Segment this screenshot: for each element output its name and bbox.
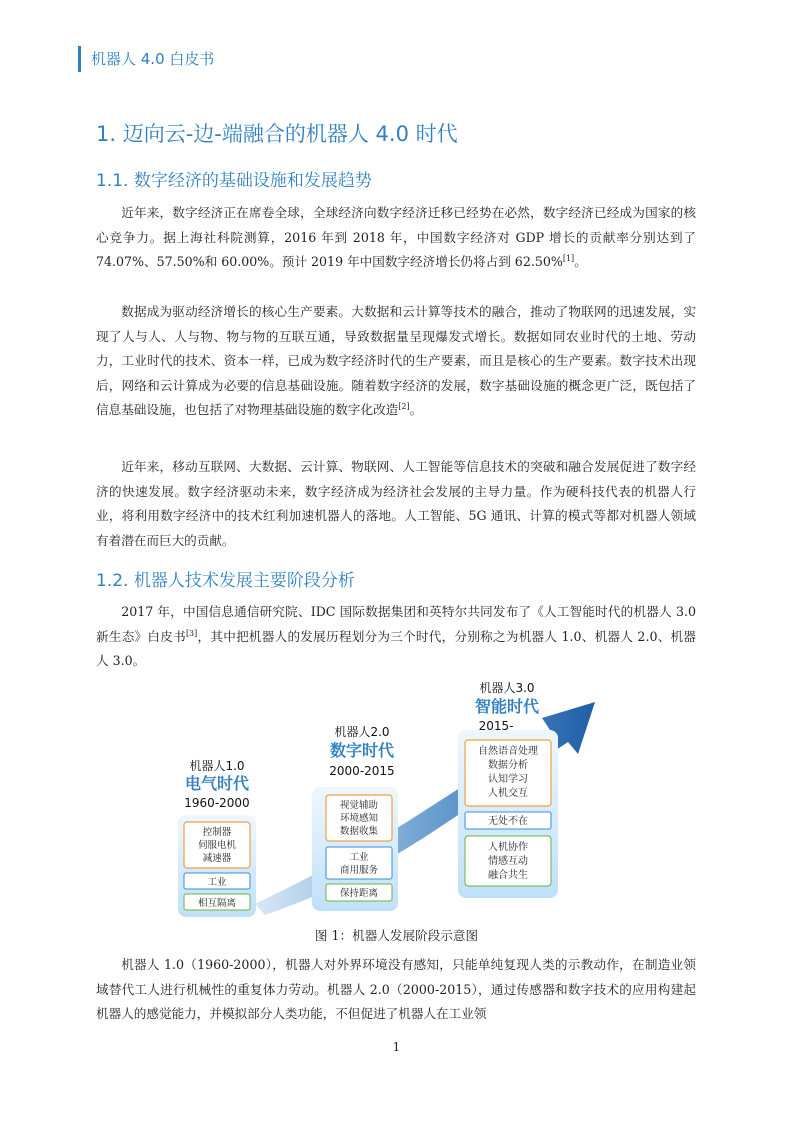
section-1-1-title: 1.1. 数字经济的基础设施和发展趋势 <box>96 171 372 191</box>
stage-3-feature-3: 认知学习 <box>488 774 528 785</box>
stage-2-domain-line-2: 商用服务 <box>339 865 379 876</box>
figure-caption: 图 1：机器人发展阶段示意图 <box>314 928 479 943</box>
stage-1-interaction: 相互隔离 <box>197 898 237 909</box>
stage-3-domain: 无处不在 <box>488 816 528 827</box>
section-1-title: 1. 迈向云-边-端融合的机器人 4.0 时代 <box>96 122 458 146</box>
paragraph-4: 2017 年，中国信息通信研究院、IDC 国际数据集团和英特尔共同发布了《人工智能时代的机器人 3.0 新生态》白皮书[3]，其中把机器人的发展历程划分为三个时代，分别称之为机器人 1.0、机器人 2.0、机器人 3.0。 <box>96 604 696 668</box>
stage-3 <box>458 680 558 898</box>
stage-3-era: 智能时代 <box>474 697 540 716</box>
stage-1-era: 电气时代 <box>184 774 250 793</box>
running-header: 机器人 4.0 白皮书 <box>78 46 214 72</box>
stage-1-domain: 工业 <box>207 877 227 888</box>
paragraph-2: 数据成为驱动经济增长的核心生产要素。大数据和云计算等技术的融合，推动了物联网的迅速发展，实现了人与人、人与物、物与物的互联互通，导致数据量呈现爆发式增长。数据如同农业时代的土地、劳动力，工业时代的技术、资本一样，已成为数字经济时代的生产要素，而且是核心的生产要素。数字技术出现后，网络和云计算成为必要的信息基础设施。随着数字经济的发展，数字基础设施的概念更广泛，既包括了信息基础设施，也包括了对物理基础设施的数字化改造[2]。 <box>96 304 696 417</box>
stage-2-name: 机器人2.0 <box>334 725 390 739</box>
stage-2-feature-2: 环境感知 <box>339 813 379 824</box>
stage-3-feature-1: 自然语音处理 <box>478 746 538 757</box>
stage-3-feature-2: 数据分析 <box>488 760 528 771</box>
stage-2 <box>312 724 398 911</box>
stage-3-name: 机器人3.0 <box>479 681 535 695</box>
stage-3-interaction-3: 融合共生 <box>488 870 528 881</box>
paragraph-5: 机器人 1.0（1960-2000），机器人对外界环境没有感知，只能单纯复现人类的示教动作，在制造业领域替代工人进行机械性的重复体力劳动。机器人 2.0（2000-2015），通过传感器和数字技术的应用构建起机器人的感觉能力，并模拟部分人类功能，不但促进了机器人在工业领 <box>96 957 696 1021</box>
stage-1-name: 机器人1.0 <box>189 759 245 773</box>
stage-3-years: 2015- <box>478 719 514 733</box>
stage-1-feature-1: 控制器 <box>202 827 232 838</box>
stage-2-years: 2000-2015 <box>329 764 395 778</box>
stage-2-feature-1: 视觉辅助 <box>339 800 379 811</box>
stage-3-interaction-1: 人机协作 <box>488 842 528 853</box>
section-1-2-title: 1.2. 机器人技术发展主要阶段分析 <box>96 571 355 591</box>
paragraph-1: 近年来，数字经济正在席卷全球，全球经济向数字经济迁移已经势在必然，数字经济已经成为国家的核心竞争力。据上海社科院测算，2016 年到 2018 年，中国数字经济对 GDP 增长的贡献率分别达到了 74.07%、57.50%和 60.00%。预计 2019 年中国数字经济增长仍将占到 62.50%[1]。 <box>96 205 696 269</box>
stage-1 <box>178 758 256 917</box>
stage-3-interaction-2: 情感互动 <box>488 856 528 867</box>
stage-2-feature-3: 数据收集 <box>339 826 379 837</box>
robot-stages-figure <box>170 672 620 922</box>
stage-2-domain-line-1: 工业 <box>349 852 369 863</box>
stage-2-interaction: 保持距离 <box>339 888 379 899</box>
stage-1-feature-2: 伺服电机 <box>197 840 237 851</box>
stage-1-years: 1960-2000 <box>184 796 250 810</box>
stage-1-feature-3: 减速器 <box>202 853 232 864</box>
paragraph-3: 近年来，移动互联网、大数据、云计算、物联网、人工智能等信息技术的突破和融合发展促进了数字经济的快速发展。数字经济驱动未来，数字经济成为经济社会发展的主导力量。作为硬科技代表的机器人行业，将利用数字经济中的技术红利加速机器人的落地。人工智能、5G 通讯、计算的模式等都对机器人领域有着潜在而巨大的贡献。 <box>96 459 696 548</box>
page-number: 1 <box>392 1040 401 1054</box>
stage-3-feature-4: 人机交互 <box>488 788 528 799</box>
stage-2-era: 数字时代 <box>329 741 395 760</box>
